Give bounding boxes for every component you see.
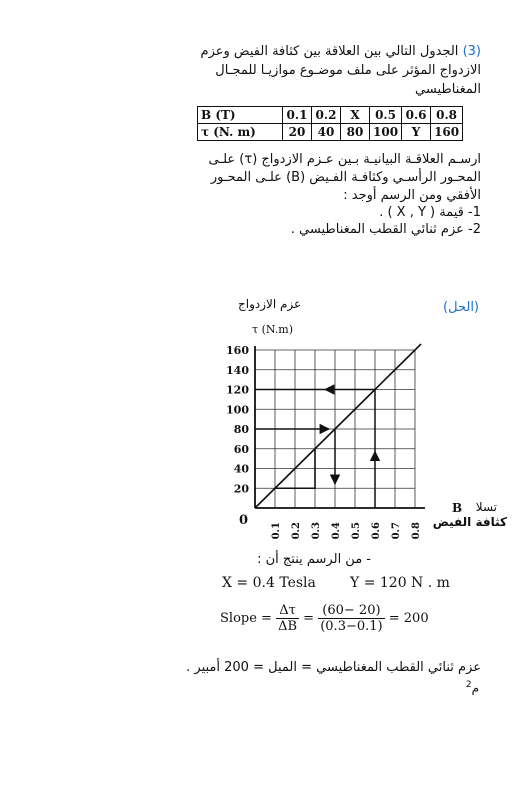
y-tick-label: 140 (226, 363, 249, 377)
x-tick-label: 0.3 (311, 522, 322, 540)
question-line-2: الازدواج المؤثر على ملف موضـوع موازيـا للمجـال (215, 63, 481, 78)
conclusion-text: - من الرسم ينتج أن : (257, 552, 371, 567)
y-axis-unit: τ (N.m) (252, 323, 294, 336)
slope-numerator-2: (60− 20) (318, 603, 384, 619)
table-cell: 80 (341, 124, 370, 141)
table-cell: X (341, 107, 370, 124)
x-axis-symbol: B (452, 501, 463, 515)
question-text-1: الجدول التالي بين العلاقة بين كثافة الفيض وعزم (200, 44, 459, 59)
instruction-line-3: الأفقي ومن الرسم أوجد : (343, 188, 481, 203)
question-line-3: المغناطيسي (415, 82, 481, 97)
y-tick-label: 120 (226, 383, 249, 397)
slope-label: Slope = (220, 611, 272, 626)
slope-formula: Slope = $\frac{\Delta\tau}{\Delta B}$ = $\frac{(60- 20)}{(0.3-0.1)}$ = 200 (220, 603, 429, 634)
slope-result: = 200 (388, 611, 429, 626)
slope-fraction-2 (318, 603, 384, 634)
x-tick-label: 0.8 (411, 522, 422, 540)
table-cell: 0.8 (431, 107, 463, 124)
y-axis-title: عزم الازدواج (238, 297, 302, 311)
table-cell: 160 (431, 124, 463, 141)
x-tick-label: 0.5 (351, 522, 362, 540)
instruction-line-4: 1- قيمة ( X , Y ) . (379, 205, 481, 220)
slope-denominator-2: (0.3−0.1) (320, 619, 383, 634)
y-tick-label: 40 (233, 462, 249, 476)
x-tick-label: 0.6 (371, 522, 382, 540)
slope-numerator-1: Δτ (276, 603, 299, 619)
series-line-extension (415, 344, 421, 350)
slope-denominator-1: ΔB (278, 619, 298, 634)
table-cell: 100 (370, 124, 402, 141)
table-header-tau: τ (N. m) (198, 124, 283, 141)
table-cell: 0.1 (283, 107, 312, 124)
slope-fraction-1 (276, 603, 299, 634)
x-tick-label: 0.4 (331, 522, 342, 540)
x-result: X = 0.4 Tesla (222, 575, 316, 591)
x-tick-label: 0.2 (291, 522, 302, 540)
y-tick-label: 20 (233, 482, 249, 496)
origin-label: 0 (239, 513, 249, 528)
x-axis-unit: تسلا (475, 500, 497, 514)
x-tick-label: 0.1 (271, 522, 282, 540)
y-tick-label: 100 (226, 403, 249, 417)
table-cell: Y (402, 124, 431, 141)
instruction-line-1: ارسـم العلاقـة البيانيـة بـين عـزم الازدواج (τ) علـى (208, 152, 481, 167)
table-cell: 0.6 (402, 107, 431, 124)
table-header-b: B (T) (198, 107, 283, 124)
y-tick-label: 80 (233, 423, 249, 436)
instruction-line-2: المحـور الرأسـي وكثافـة الفـيض (B) علـى المحـور (210, 170, 481, 185)
table-cell: 40 (312, 124, 341, 141)
x-axis-title: كثافة الفيض (432, 515, 507, 529)
y-tick-label: 160 (226, 344, 249, 357)
solution-label: (الحل) (443, 300, 479, 315)
table-cell: 0.5 (370, 107, 402, 124)
x-tick-label: 0.7 (391, 522, 402, 540)
final-unit-letter: م (471, 681, 479, 695)
final-unit-exponent: 2 (465, 680, 472, 690)
final-unit (466, 680, 479, 695)
final-answer-text: عزم ثنائي القطب المغناطيسي = الميل = 200 أمبير . (186, 660, 481, 675)
instruction-line-5: 2- عزم ثنائي القطب المغناطيسي . (290, 222, 481, 237)
table-cell: 20 (283, 124, 312, 141)
y-tick-label: 60 (233, 442, 249, 456)
table-cell: 0.2 (312, 107, 341, 124)
question-number: (3) (462, 44, 481, 59)
y-result: Y = 120 N . m (350, 575, 450, 591)
final-answer (186, 660, 481, 675)
